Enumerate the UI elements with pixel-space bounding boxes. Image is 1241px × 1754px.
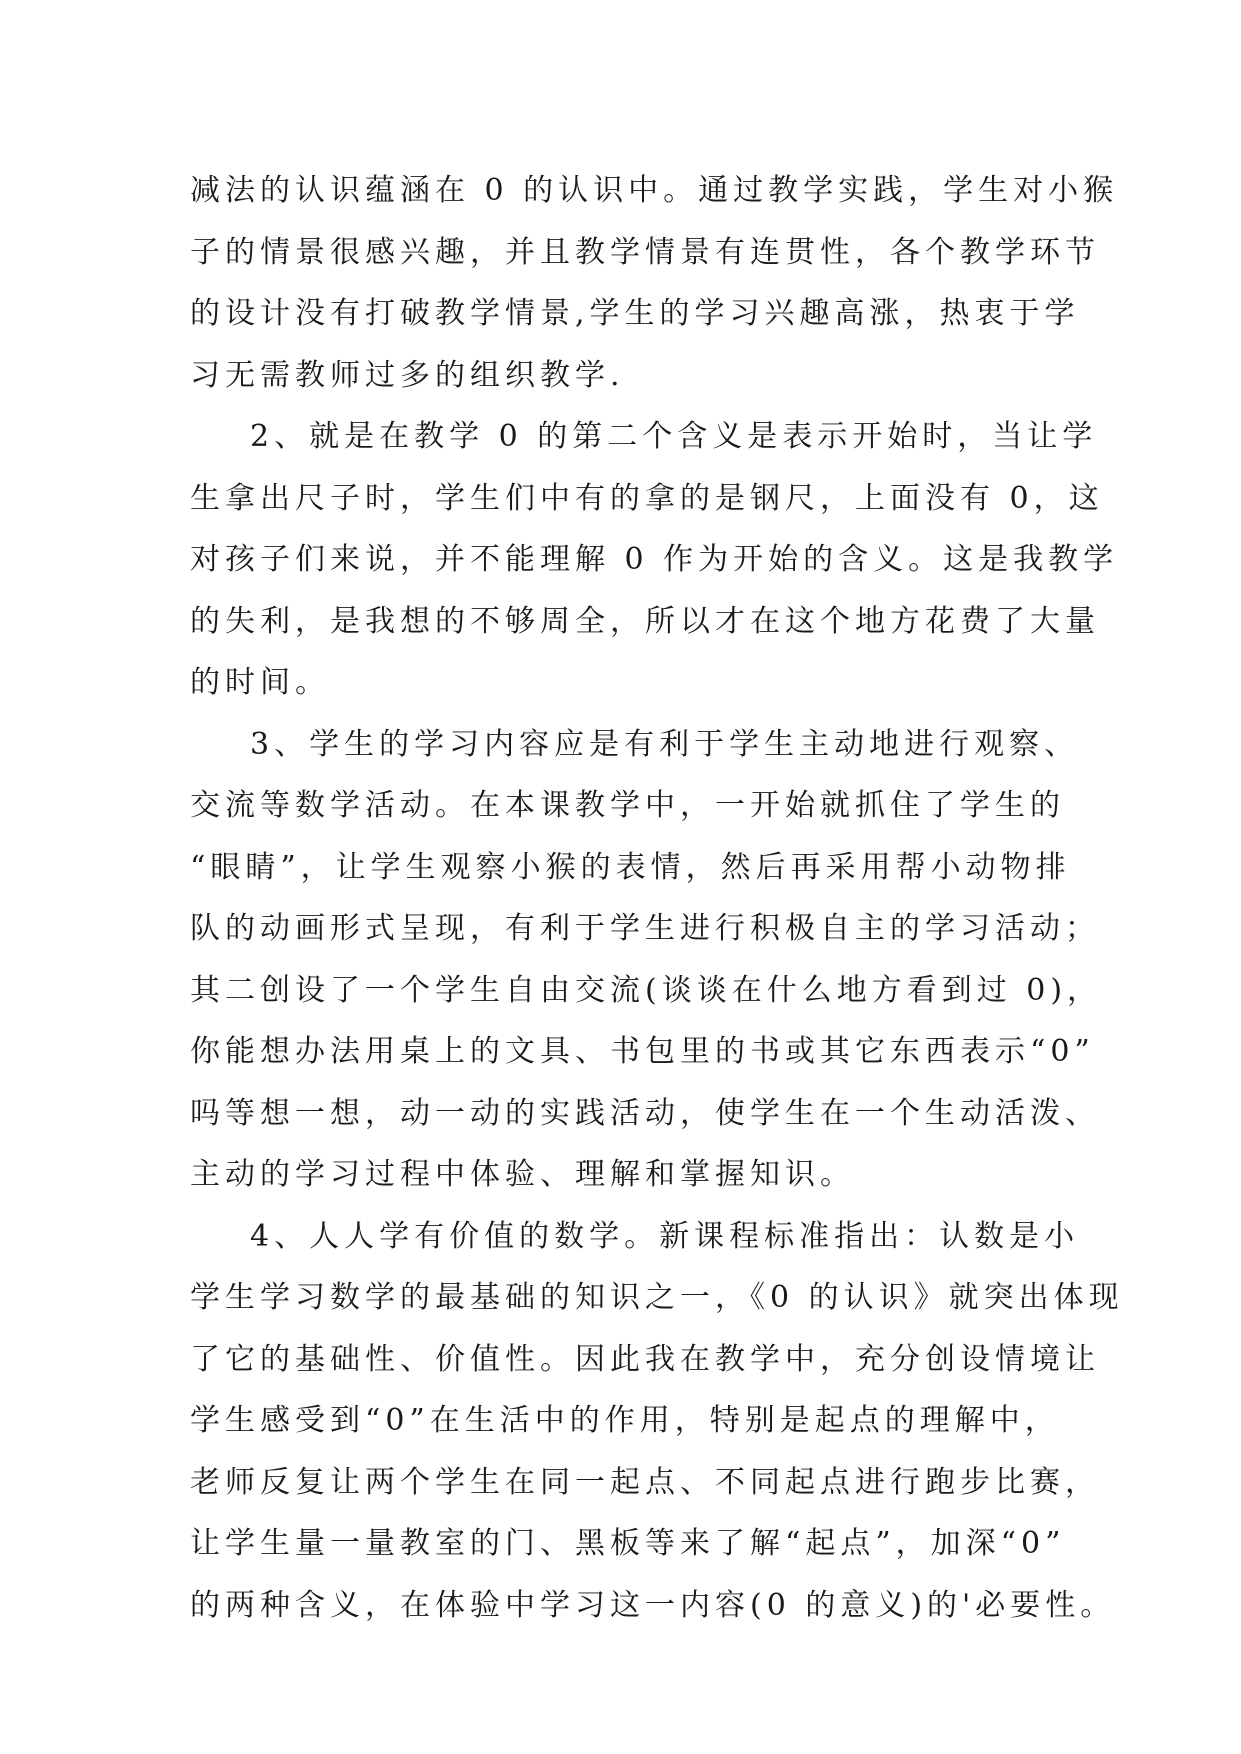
text-line: 对孩子们来说，并不能理解 0 作为开始的含义。这是我教学 [190, 542, 1119, 577]
text-line: 减法的认识蕴涵在 0 的认识中。通过教学实践，学生对小猴 [190, 173, 1119, 208]
text-line: 的失利，是我想的不够周全，所以才在这个地方花费了大量 [190, 603, 1100, 639]
text-line: 的设计没有打破教学情景,学生的学习兴趣高涨，热衷于学 [190, 296, 1080, 331]
text-line: 的两种含义，在体验中学习这一内容(0 的意义)的'必要性。 [190, 1587, 1116, 1623]
text-line: 了它的基础性、价值性。因此我在教学中，充分创设情境让 [190, 1341, 1100, 1377]
text-line: 队的动画形式呈现，有利于学生进行积极自主的学习活动； [190, 911, 1100, 946]
text-line: 让学生量一量教室的门、黑板等来了解“起点”，加深“0” [190, 1526, 1066, 1561]
paragraph-2-first-line: 2、就是在教学 0 的第二个含义是表示开始时，当让学 [250, 419, 1098, 454]
text-line: 老师反复让两个学生在同一起点、不同起点进行跑步比赛， [190, 1464, 1100, 1500]
text-line: 学生感受到“0”在生活中的作用，特别是起点的理解中， [190, 1403, 1060, 1438]
text-line: “眼睛”，让学生观察小猴的表情，然后再采用帮小动物排 [190, 849, 1071, 885]
paragraph-3-first-line: 3、学生的学习内容应是有利于学生主动地进行观察、 [250, 726, 1080, 762]
paragraph-4-first-line: 4、人人学有价值的数学。新课程标准指出：认数是小 [250, 1218, 1080, 1254]
text-line: 吗等想一想，动一动的实践活动，使学生在一个生动活泼、 [190, 1095, 1100, 1131]
text-line: 学生学习数学的最基础的知识之一，《0 的认识》就突出体现 [190, 1280, 1124, 1315]
text-line: 的时间。 [190, 665, 330, 700]
text-line: 子的情景很感兴趣，并且教学情景有连贯性，各个教学环节 [190, 234, 1100, 270]
text-line: 习无需教师过多的组织教学. [190, 357, 625, 393]
body-text [190, 160, 1124, 1636]
text-line: 你能想办法用桌上的文具、书包里的书或其它东西表示“0” [190, 1034, 1095, 1069]
text-line: 交流等数学活动。在本课教学中，一开始就抓住了学生的 [190, 788, 1065, 823]
text-line: 生拿出尺子时，学生们中有的拿的是钢尺，上面没有 0，这 [190, 480, 1104, 516]
text-line: 其二创设了一个学生自由交流(谈谈在什么地方看到过 0)， [190, 972, 1103, 1008]
text-line: 主动的学习过程中体验、理解和掌握知识。 [190, 1157, 855, 1192]
